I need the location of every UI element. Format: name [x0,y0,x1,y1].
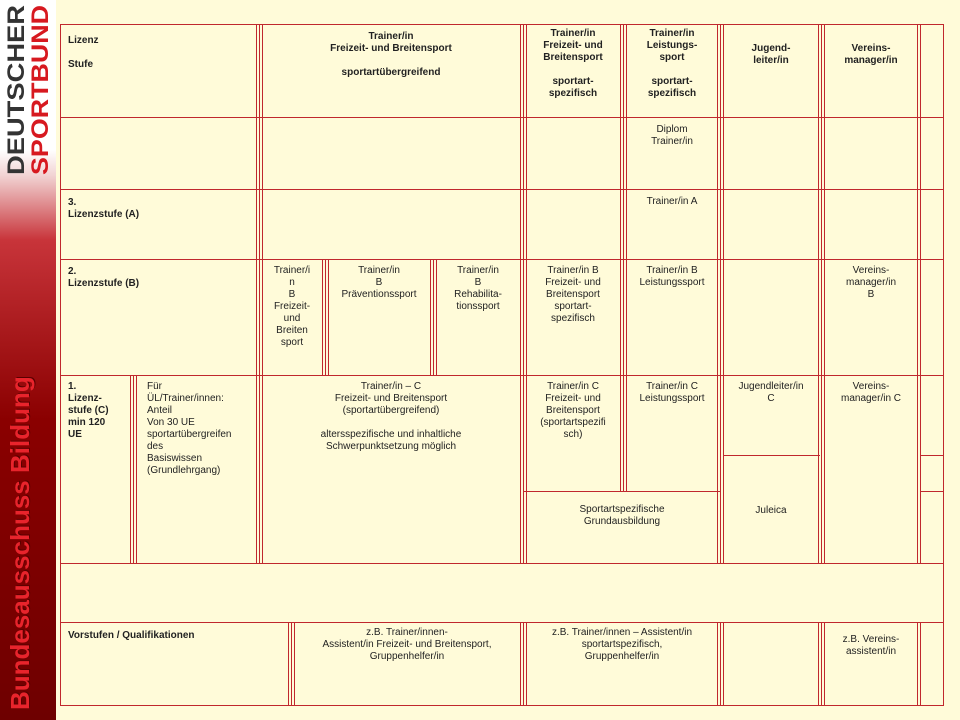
logo-line-2: SPORTBUND [27,22,54,175]
row2-label: 2. Lizenzstufe (B) [68,266,140,289]
row2-col3: Trainer/in B Leistungssport [639,265,705,288]
row1-col4: Jugendleiter/in C [738,381,804,404]
row2-col1b: Trainer/in B Präventionssport [341,265,417,300]
row1-col2: Trainer/in C Freizeit- und Breitensport (sportartspezifi sch) [540,381,606,440]
vorstufen-col1: z.B. Trainer/innen- Assistent/in Freizeit- und Breitensport, Gruppenhelfer/in [322,627,492,662]
header-col1: Trainer/in Freizeit- und Breitensport sportartübergreifend [330,31,452,78]
vorstufen-col5: z.B. Vereins- assistent/in [842,634,900,657]
row1-sublabel: Für ÜL/Trainer/innen: Anteil Von 30 UE sportartübergreifen des Basiswissen (Grundlehrgang) [147,381,232,476]
row1-col5: Vereins- manager/in C [840,381,902,404]
header-col4: Jugend- leiter/in [751,43,791,66]
juleica-cell: Juleica [755,505,787,516]
header-col5: Vereins- manager/in [844,43,898,66]
grundausbildung-cell: Sportartspezifische Grundausbildung [579,504,665,527]
row1-label: 1. Lizenz- stufe (C) min 120 UE [68,381,109,440]
row3-col3: Trainer/in A [646,196,698,207]
row2-col1a: Trainer/i n B Freizeit- und Breiten sport [273,265,311,348]
row1-col3: Trainer/in C Leistungssport [639,381,705,404]
diplom-trainer-cell: Diplom Trainer/in [651,124,693,147]
header-col2: Trainer/in Freizeit- und Breitensport sportart- spezifisch [543,28,603,99]
vorstufen-col2: z.B. Trainer/innen – Assistent/in sportartspezifisch, Gruppenhelfer/in [551,627,693,662]
row3-label: 3. Lizenzstufe (A) [68,197,140,220]
vertical-title: Bundesausschuss Bildung [5,376,35,710]
row2-col5: Vereins- manager/in B [845,265,897,300]
header-col3: Trainer/in Leistungs- sport sportart- spezifisch [646,28,698,99]
row2-col1c: Trainer/in B Rehabilita- tionssport [454,265,502,312]
header-lizenz-stufe: Lizenz Stufe [68,35,99,70]
logo-line-1: DEUTSCHER [3,25,30,175]
row1-col1: Trainer/in – C Freizeit- und Breitensport (sportartübergreifend) altersspezifische und inhaltliche Schwerpunktsetzung möglich [320,381,462,452]
row2-col2: Trainer/in B Freizeit- und Breitensport sportart- spezifisch [545,265,601,324]
vorstufen-label: Vorstufen / Qualifikationen [68,630,195,641]
